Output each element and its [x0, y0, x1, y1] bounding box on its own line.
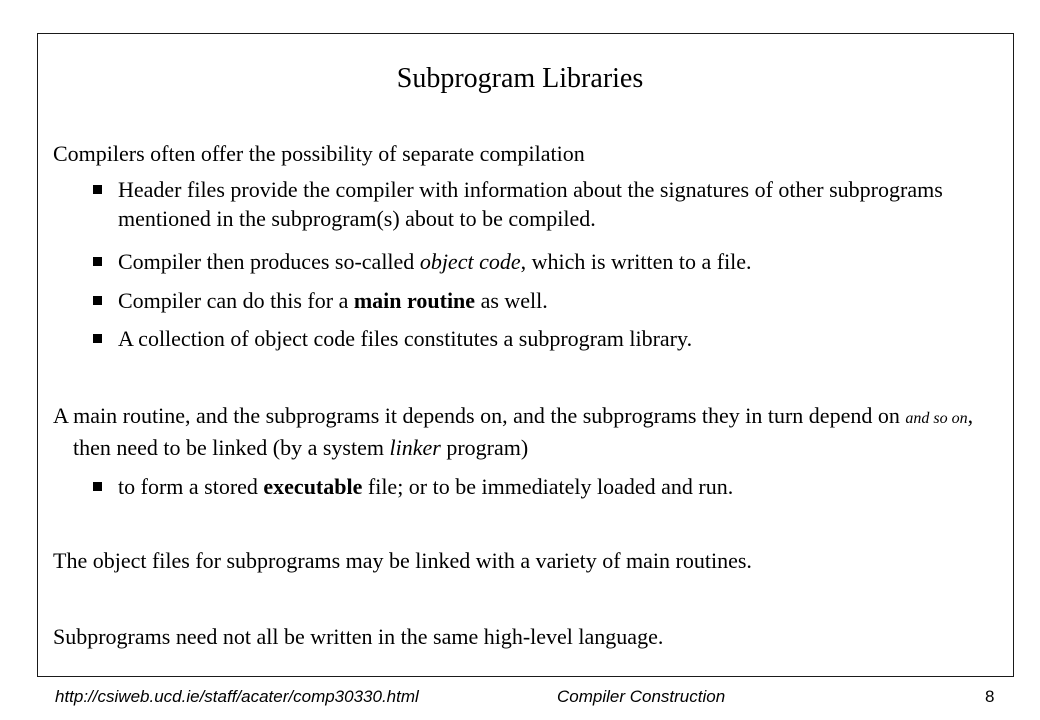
bullet-main-routine	[118, 286, 978, 315]
bullet-text-strong: executable	[263, 474, 363, 499]
square-bullet-icon	[93, 296, 102, 305]
square-bullet-icon	[93, 482, 102, 491]
linking-text-post: program)	[440, 435, 529, 460]
linking-text-pre: A main routine, and the subprograms it depends on, and the subprograms they in turn depend on	[53, 403, 906, 428]
linking-text-mid: , then need to be linked (by a system	[73, 403, 974, 460]
bullet-library	[118, 324, 978, 353]
square-bullet-icon	[93, 334, 102, 343]
slide-title: Subprogram Libraries	[396, 63, 644, 94]
footer-page-number: 8	[985, 687, 995, 706]
bullet-text-strong: main routine	[353, 288, 476, 313]
bullet-object-code	[118, 247, 978, 276]
square-bullet-icon	[93, 257, 102, 266]
bullet-text-pre: to form a stored	[118, 474, 264, 499]
bullet-text-pre: Compiler can do this for a	[118, 288, 354, 313]
square-bullet-icon	[93, 185, 102, 194]
bullet-text-post: , which is written to a file.	[520, 249, 752, 274]
bullet-text: A collection of object code files constitutes a subprogram library.	[118, 326, 693, 351]
footer-url: http://csiweb.ucd.ie/staff/acater/comp30330.html	[55, 687, 419, 706]
bullet-text: Header files provide the compiler with information about the signatures of other subprograms mentioned in the subprogram(s) about to be compiled.	[118, 177, 943, 231]
linking-text-emphasis: linker	[389, 435, 441, 460]
footer-course-title: Compiler Construction	[557, 687, 726, 706]
bullet-text-post: file; or to be immediately loaded and run.	[362, 474, 734, 499]
object-files-paragraph: The object files for subprograms may be linked with a variety of main routines.	[53, 548, 752, 573]
linking-text-small: and so on	[905, 410, 968, 427]
intro-paragraph: Compilers often offer the possibility of separate compilation	[53, 141, 585, 166]
languages-paragraph: Subprograms need not all be written in the same high-level language.	[53, 624, 664, 649]
linking-paragraph	[53, 401, 1013, 462]
bullet-text-emphasis: object code	[419, 249, 521, 274]
bullet-executable	[118, 472, 978, 501]
bullet-text-pre: Compiler then produces so-called	[118, 249, 420, 274]
bullet-header-files	[118, 175, 978, 233]
bullet-text-post: as well.	[475, 288, 548, 313]
